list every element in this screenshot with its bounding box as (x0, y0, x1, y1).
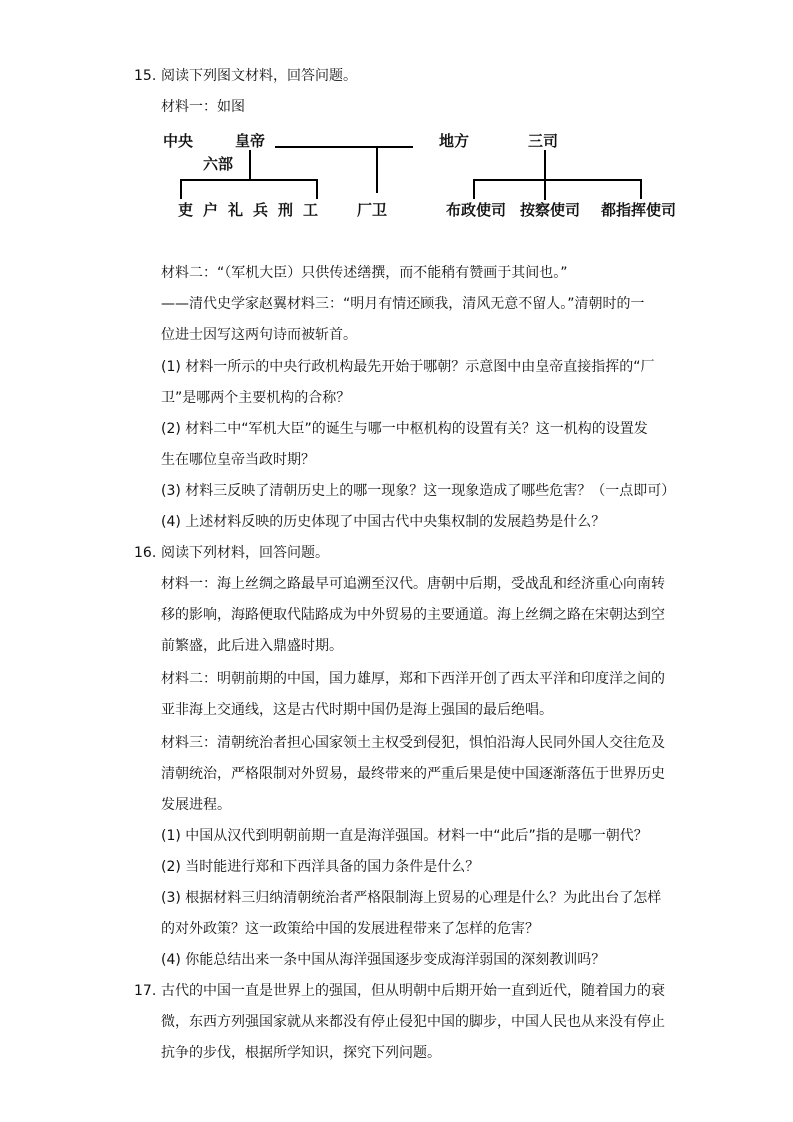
q16-material2-line2: 亚非海上交通线，这是古代时期中国仍是海上强国的最后绝唱。 (161, 702, 553, 718)
q16-material2-line1: 材料二：明朝前期的中国，国力雄厚，郑和下西洋开创了西太平洋和印度洋之间的 (161, 671, 665, 687)
diagram-line-sansi-left (473, 179, 475, 199)
diagram-bu-bing: 兵 (253, 201, 269, 219)
q15-material2-source-material3: ——清代史学家赵翼材料三：“明月有情还顾我，清风无意不留人。”清朝时的一 (161, 296, 645, 312)
diagram-line-liubu-vertical (249, 150, 251, 180)
diagram-huangdi: 皇帝 (235, 132, 266, 150)
diagram-line-sansi-right (640, 179, 642, 199)
q15-question3: (3) 材料三反映了清朝历史上的哪一现象？这一现象造成了哪些危害？（一点即可） (161, 483, 676, 499)
diagram-line-sansi-horizontal (473, 179, 642, 181)
q16-material1-line2: 移的影响，海路便取代陆路成为中外贸易的主要通道。海上丝绸之路在宋朝达到空 (161, 607, 665, 623)
diagram-anchashisi: 按察使司 (520, 201, 581, 219)
diagram-line-changwei-vertical (376, 146, 378, 193)
q15-material1-label: 材料一：如图 (161, 99, 245, 115)
q15-question4: (4) 上述材料反映的历史体现了中国古代中央集权制的发展趋势是什么？ (161, 514, 606, 530)
q15-question1-line2: 卫”是哪两个主要机构的合称？ (161, 390, 351, 406)
diagram-bu-li: 吏 (178, 201, 194, 219)
q16-question4: (4) 你能总结出来一条中国从海洋强国逐步变成海洋弱国的深刻教训吗？ (161, 952, 606, 968)
q16-question2: (2) 当时能进行郑和下西洋具备的国力条件是什么？ (161, 859, 480, 875)
diagram-bu-gong: 工 (303, 201, 319, 219)
q15-question2-line1: (2) 材料二中“军机大臣”的诞生与哪一中枢机构的设置有关？这一机构的设置发 (161, 421, 648, 437)
diagram-zhongyang: 中央 (163, 132, 194, 150)
q15-stem: 阅读下列图文材料，回答问题。 (161, 68, 357, 84)
q16-material3-line3: 发展进程。 (161, 797, 231, 813)
diagram-bu-xing: 刑 (278, 201, 294, 219)
diagram-line-liubu-right (316, 179, 318, 199)
diagram-changwei: 厂卫 (357, 201, 388, 219)
q16-question3-line2: 的对外政策？这一政策给中国的发展进程带来了怎样的危害？ (161, 921, 539, 937)
q16-material3-line1: 材料三：清朝统治者担心国家领土主权受到侵犯，惧怕沿海人民同外国人交往危及 (161, 735, 665, 751)
q16-question3-line1: (3) 根据材料三归纳清朝统治者严格限制海上贸易的心理是什么？为此出台了怎样 (161, 890, 662, 906)
diagram-bu-hu: 户 (203, 201, 219, 219)
diagram-sansi: 三司 (528, 132, 559, 150)
diagram-line-sansi-vertical (544, 150, 546, 200)
diagram-bu-li2: 礼 (228, 201, 244, 219)
q17-line3: 抗争的步伐，根据所学知识，探究下列问题。 (161, 1045, 441, 1061)
q16-material1-line1: 材料一：海上丝绸之路最早可追溯至汉代。唐朝中后期，受战乱和经济重心向南转 (161, 576, 665, 592)
q16-stem: 阅读下列材料，回答问题。 (161, 545, 329, 561)
q17-line1: 古代的中国一直是世界上的强国，但从明朝中后期开始一直到近代，随着国力的衰 (161, 983, 665, 999)
diagram-duzhihuishisi: 都指挥使司 (601, 201, 677, 219)
diagram-line-liubu-left (180, 179, 182, 199)
diagram-buzhengshisi: 布政使司 (446, 201, 507, 219)
q15-question2-line2: 生在哪位皇帝当政时期？ (161, 452, 315, 468)
q17-number: 17. (134, 983, 157, 999)
diagram-liubu: 六部 (203, 155, 234, 173)
q15-material3-cont: 位进士因写这两句诗而被斩首。 (161, 327, 357, 343)
q15-question1-line1: (1) 材料一所示的中央行政机构最先开始于哪朝？示意图中由皇帝直接指挥的“厂 (161, 359, 655, 375)
diagram-line-liubu-horizontal (180, 179, 318, 181)
q16-question1: (1) 中国从汉代到明朝前期一直是海洋强国。材料一中“此后”指的是哪一朝代？ (161, 828, 648, 844)
q17-line2: 微，东西方列强国家就从来都没有停止侵犯中国的脚步，中国人民也从来没有停止 (161, 1014, 665, 1030)
q16-material3-line2: 清朝统治，严格限制对外贸易，最终带来的严重后果是使中国逐渐落伍于世界历史 (161, 766, 665, 782)
diagram-difang: 地方 (439, 132, 470, 150)
q15-material2: 材料二：“（军机大臣）只供传述缮撰，而不能稍有赞画于其间也。” (161, 265, 568, 281)
q16-material1-line3: 前繁盛，此后进入鼎盛时期。 (161, 638, 343, 654)
q16-number: 16. (134, 545, 157, 561)
q15-number: 15. (134, 68, 157, 84)
diagram-line-emperor-horizontal (275, 146, 413, 148)
